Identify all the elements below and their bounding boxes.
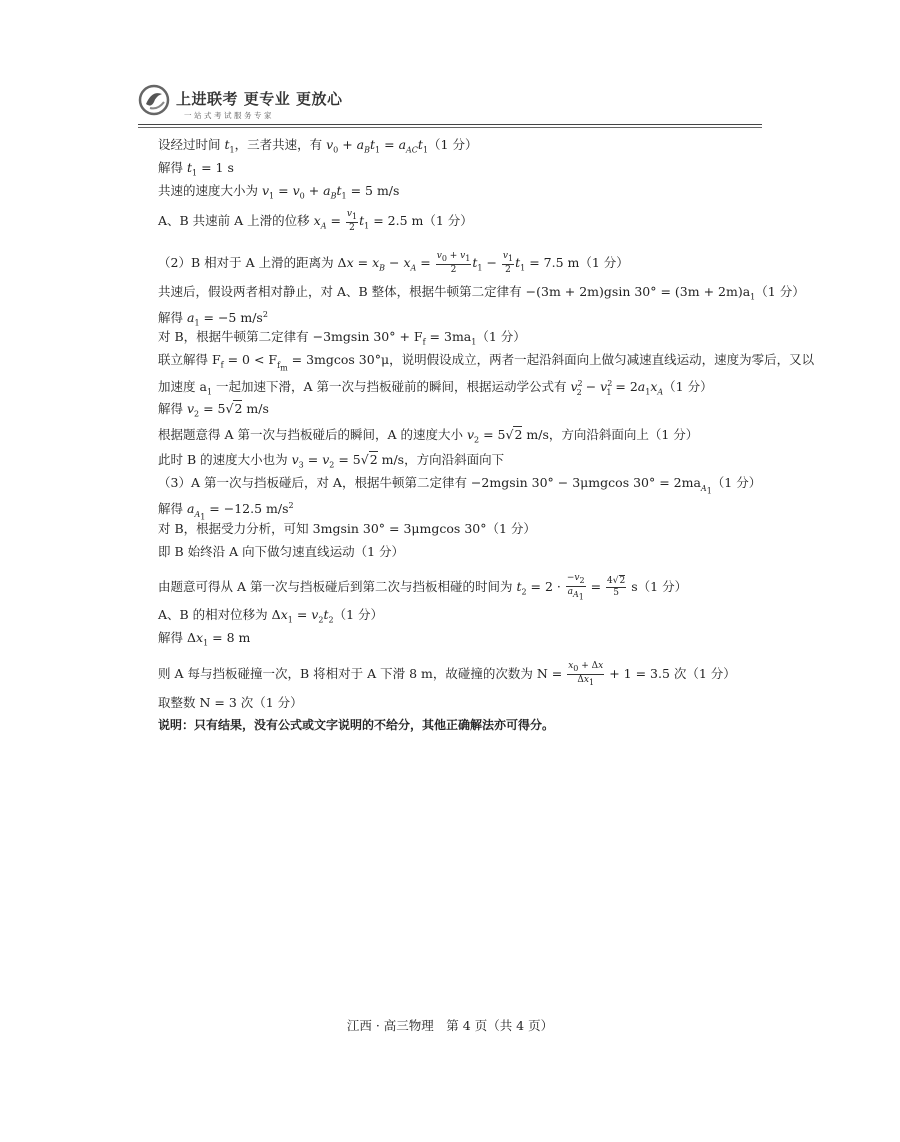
solution-line: 加速度 $a_1$ 一起加速下滑，A 第一次与挡板碰前的瞬间，根据运动学公式有 $v^2_2 - v^2_1 = 2a_1x_A(1$ 分） <box>158 379 713 397</box>
solution-line: （3）A 第一次与挡板碰后，对 A，根据牛顿第二定律有 −2mgsin 30° − 3μmgcos $30^\circ = 2ma_{A_1}(1$ 分） <box>158 475 762 496</box>
text-run: = 2.5 m（1 分） <box>369 212 473 228</box>
text-run: m/s，方向沿斜面向下 <box>377 452 505 467</box>
text-run: A、B 共速前 A 上滑的位移 <box>158 212 314 228</box>
solution-line: 解得 $t_1 = 1$ s <box>158 160 234 178</box>
fraction: $\frac{4√2}{5}$ <box>607 576 626 599</box>
text-run: 则 A 每与挡板碰撞一次，B 将相对于 A 下滑 8 m，故碰撞的次数为 N = <box>158 665 567 681</box>
text-run: （1 分） <box>711 475 762 490</box>
text-run: 对 B，根据牛顿第二定律有 −3mg <box>158 329 351 344</box>
fraction: $\frac{v_1}{2}$ <box>502 251 514 275</box>
solution-line: A、B 的相对位移为 $\Delta x_1 = v_2t_2(1$ 分） <box>158 607 383 625</box>
fraction: $\frac{x_0 + \Delta x}{\Delta x_1}$ <box>568 661 604 687</box>
text-run: m/s <box>242 401 269 416</box>
text-run: m/s，方向沿斜面向上（1 分） <box>522 427 699 442</box>
text-run: = 3mg <box>287 352 334 367</box>
solution-line: 设经过时间 $t_1$，三者共速，有 $v_0 + a_Bt_1 = a_{AC}t_1(1$ 分） <box>158 137 478 155</box>
solution-line: 共速的速度大小为 $v_1 = v_0 + a_Bt_1 = 5$ m/s <box>158 183 400 201</box>
solution-line: A、B 共速前 A 上滑的位移 $x_A$ = $\frac{v_1}{2}$ $t_1 = 2.5$ m（1 分） <box>158 209 473 233</box>
fraction: $\frac{-v_2}{a_{A_1}}$ <box>566 573 585 602</box>
text-run: + 1 = 3.5 次（1 分） <box>605 665 736 681</box>
text-run: = −12.5 m/s <box>205 501 289 517</box>
solution-line: 共速后，假设两者相对静止，对 A、B 整体，根据牛顿第二定律有 −(3m + 2m)gsin $30^\circ = (3m + 2m)a_1(1$ 分） <box>158 284 805 302</box>
solution-line <box>158 521 536 537</box>
fraction: $\frac{v_1}{2}$ <box>346 209 358 233</box>
text-run: 解得 <box>158 310 187 326</box>
text-run: = 0 < F <box>223 352 278 367</box>
text-run: cos 30°（1 分） <box>439 521 536 536</box>
solution-line: 根据题意得 A 第一次与挡板碰后的瞬间，A 的速度大小 $v_2 = 5√2$ m/s，方向沿斜面向上（1 分） <box>158 427 699 445</box>
solution-line: 取整数 N = 3 次（1 分） <box>158 695 303 710</box>
text-run: （3）A 第一次与挡板碰后，对 A，根据牛顿第二定律有 −2mg <box>158 475 510 490</box>
solution-line <box>158 661 736 688</box>
text-run: 由题意可得从 A 第一次与挡板碰后到第二次与挡板相碰的时间为 <box>158 579 517 595</box>
fraction: $\frac{v_0 + v_1}{2}$ <box>436 251 471 275</box>
text-run: cos 30° = 2ma <box>608 475 701 490</box>
text-run: s（1 分） <box>627 579 688 595</box>
text-run: 此时 B 的速度大小也为 <box>158 452 292 467</box>
text-run: ，三者共速，有 <box>234 137 327 152</box>
page-footer: 江西 · 高三物理 第 4 页（共 4 页） <box>346 1018 554 1033</box>
solution-line: 解得 $v_2 = 5√2$ m/s <box>158 401 269 419</box>
text-run: （1 分） <box>333 607 383 622</box>
text-run: sin 30° − 3μmg <box>509 475 609 490</box>
text-run: 联立解得 F <box>158 352 221 367</box>
text-run: 解得 <box>158 401 187 416</box>
solution-line: 解得 $a_{A_1} = -12.5$ $m/s^2$ <box>158 501 294 522</box>
text-run: 共速的速度大小为 <box>158 183 262 198</box>
text-run: sin 30° = (3m + 2m)a <box>611 284 751 299</box>
text-run: 对 B，根据受力分析，可知 3mg <box>158 521 341 536</box>
header-rule-thin <box>138 127 762 128</box>
text-run: 解得 <box>158 501 187 517</box>
text-run: = 8 m <box>208 630 251 645</box>
solution-line: 对 B，根据牛顿第二定律有 −3mgsin $30^\circ + F_f = 3ma_1(1$ 分） <box>158 329 526 347</box>
grading-note: 说明：只有结果，没有公式或文字说明的不给分，其他正确解法亦可得分。 <box>158 718 555 732</box>
text-run: = 7.5 m（1 分） <box>525 254 629 270</box>
header-rule-thick <box>138 124 762 125</box>
text-run: sin 30° = 3μmg <box>340 521 440 536</box>
brand-logo-icon <box>138 84 170 116</box>
text-run: （1 分） <box>663 379 713 395</box>
text-run: 一起加速下滑，A 第一次与挡板碰前的瞬间，根据运动学公式有 <box>212 379 571 395</box>
text-run: 加速度 a <box>158 379 207 395</box>
text-run: （2）B 相对于 A 上滑的距离为 Δ <box>158 254 347 270</box>
text-run: = 1 s <box>197 160 234 175</box>
text-run: = 3ma <box>425 329 472 344</box>
solution-line: 此时 B 的速度大小也为 $v_3 = v_2 = 5√2$ m/s，方向沿斜面向下 <box>158 452 505 470</box>
text-run: （1 分） <box>476 329 526 344</box>
solution-line: 即 B 始终沿 A 向下做匀速直线运动（1 分） <box>158 544 405 559</box>
brand-name: 上进联考 更专业 更放心 <box>176 90 343 108</box>
text-run: 共速后，假设两者相对静止，对 A、B 整体，根据牛顿第二定律有 −(3m + 2m)g <box>158 284 612 299</box>
text-run: （1 分） <box>755 284 805 299</box>
text-run: = 5 m/s <box>346 183 400 198</box>
text-run: （1 分） <box>428 137 478 152</box>
text-run: cos 30°μ，说明假设成立，两者一起沿斜面向上做匀减速直线运动，速度为零后，又以 <box>333 352 815 367</box>
brand-tagline: 一站式考试服务专家 <box>184 111 274 120</box>
page-header <box>138 82 762 128</box>
solution-line: 解得 $\Delta x_1 = 8$ m <box>158 630 251 648</box>
text-run: 根据题意得 A 第一次与挡板碰后的瞬间，A 的速度大小 <box>158 427 467 442</box>
text-run: sin 30° + F <box>350 329 423 344</box>
solution-line: （2）B 相对于 A 上滑的距离为 $\Delta x = x_B - x_A$ = $\frac{v_0 + v_1}{2}$ $t_1$ − $\frac{v_1}{2}$ $t_1 = 7.5$ m（1 分） <box>158 251 629 275</box>
text-run: = −5 m/s <box>199 310 263 326</box>
solution-line: 解得 $a_1 = -5$ $m/s^2$ <box>158 310 268 328</box>
text-run: 解得 <box>158 160 187 175</box>
text-run: 解得 <box>158 630 187 645</box>
text-run: 设经过时间 <box>158 137 225 152</box>
text-run: A、B 的相对位移为 <box>158 607 272 622</box>
solution-line: 联立解得 $F_f = 0 < F_{f_m} = 3mgcos$ 30°μ，说明假设成立，两者一起沿斜面向上做匀减速直线运动，速度为零后，又以 <box>158 352 815 373</box>
solution-line: 由题意可得从 A 第一次与挡板碰后到第二次与挡板相碰的时间为 $t_2 = 2$ · $\frac{-v_2}{a_{A_1}}$ = $\frac{4√2}{5}$ s（1 分） <box>158 573 688 602</box>
